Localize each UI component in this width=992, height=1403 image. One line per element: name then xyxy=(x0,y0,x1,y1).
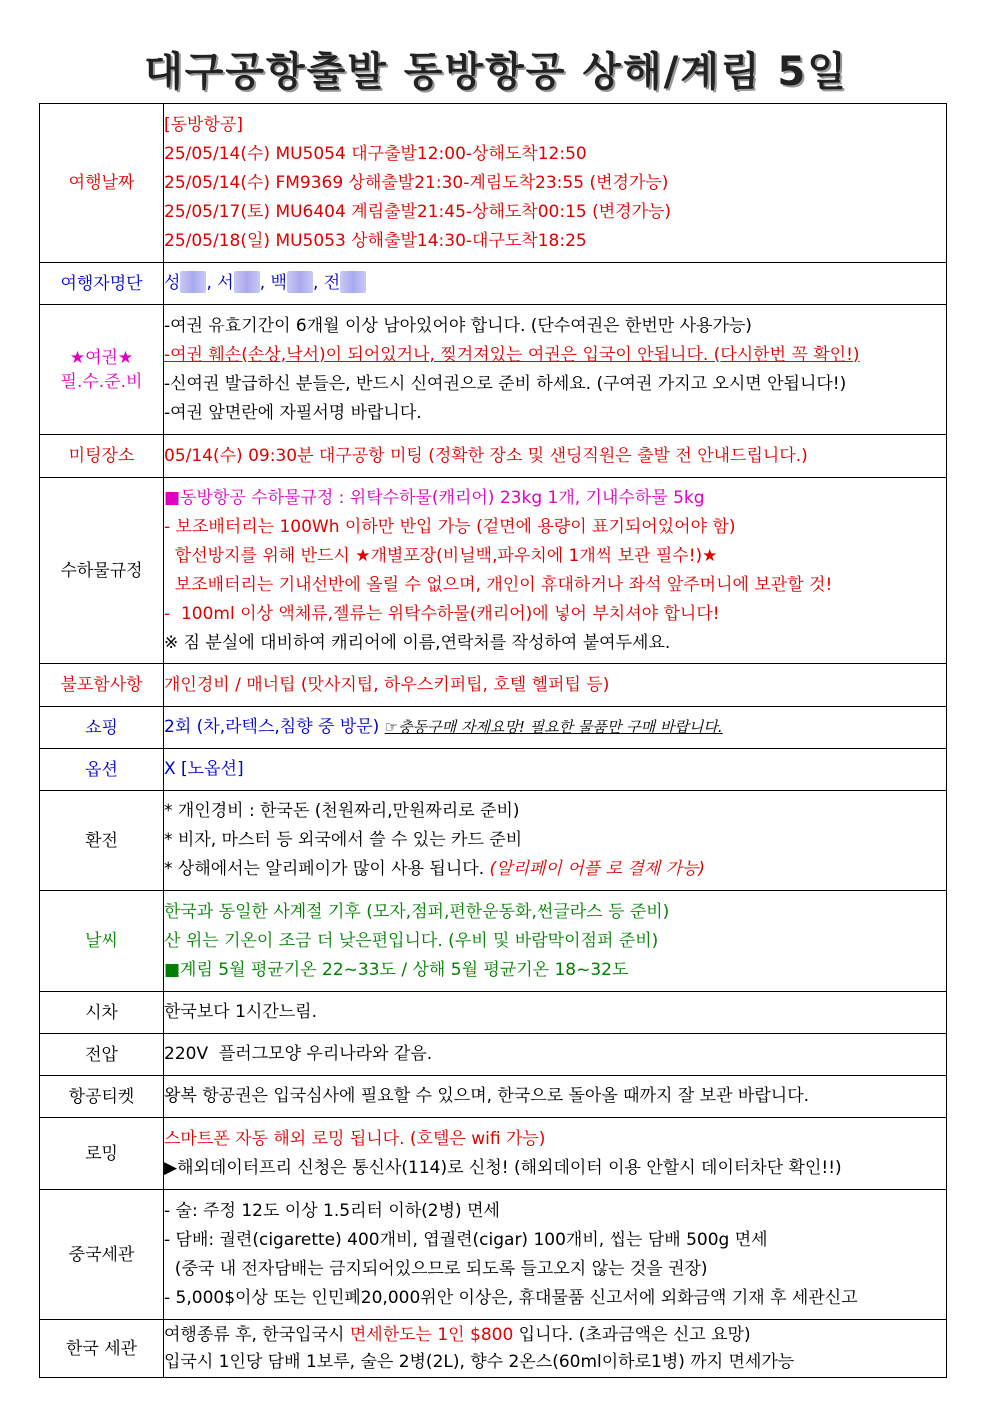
value-voltage: 220V 플러그모양 우리나라와 같음. xyxy=(164,1034,947,1076)
value-option: X [노옵션] xyxy=(164,749,947,791)
traveler-4: 전 xyxy=(323,273,341,293)
row-option xyxy=(40,749,947,791)
airline-name: [동방항공] xyxy=(164,114,243,135)
label-meeting: 미팅장소 xyxy=(40,435,164,478)
value-korea-customs xyxy=(164,1320,947,1378)
china-customs-4: - 5,000$이상 또는 인민폐20,000위안 이상은, 휴대물품 신고서에 외화금액 기재 후 세관신고 xyxy=(164,1287,858,1308)
row-time-difference xyxy=(40,992,947,1034)
exchange-note-1: * 개인경비 : 한국돈 (천원짜리,만원짜리로 준비) xyxy=(164,801,520,821)
row-roaming xyxy=(40,1118,947,1190)
shopping-count: 2회 (차,라텍스,침향 중 방문) xyxy=(164,717,380,737)
value-shopping xyxy=(164,707,947,749)
roaming-note-1: 스마트폰 자동 해외 로밍 됩니다. (호텔은 wifi 가능) xyxy=(164,1128,546,1149)
label-shopping: 쇼핑 xyxy=(40,707,164,749)
flight-2: 25/05/14(수) FM9369 상해출발21:30-계림도착23:55 (변경가능) xyxy=(164,172,669,193)
label-roaming: 로밍 xyxy=(40,1118,164,1190)
label-passport xyxy=(40,305,164,435)
exchange-note-2: * 비자, 마스터 등 외국에서 쓸 수 있는 카드 준비 xyxy=(164,830,523,850)
row-weather xyxy=(40,891,947,992)
value-china-customs xyxy=(164,1190,947,1320)
china-customs-3: (중국 내 전자담배는 금지되어있으므로 되도록 들고오지 않는 것을 권장) xyxy=(164,1258,708,1279)
traveler-2: 서 xyxy=(217,273,234,293)
passport-note-4: -여권 앞면란에 자필서명 바랍니다. xyxy=(164,402,422,423)
value-travelers: 성 , 서 , 백 , 전 xyxy=(164,263,947,305)
label-ticket: 항공티켓 xyxy=(40,1076,164,1118)
value-baggage xyxy=(164,478,947,664)
passport-note-2: -여권 훼손(손상,낙서)이 되어있거나, 찢겨져있는 여권은 입국이 안됩니다. (다시한번 꼭 확인!) xyxy=(164,344,860,365)
baggage-rule-4: 보조배터리는 기내선반에 올릴 수 없으며, 개인이 휴대하거나 좌석 앞주머니에 보관할 것! xyxy=(164,574,833,595)
flight-4: 25/05/18(일) MU5053 상해출발14:30-대구도착18:25 xyxy=(164,230,587,251)
value-weather xyxy=(164,891,947,992)
label-passport-line2: 필.수.준.비 xyxy=(60,371,143,392)
passport-note-1: -여권 유효기간이 6개월 이상 남아있어야 합니다. (단수여권은 한번만 사용가능) xyxy=(164,315,752,336)
label-time-difference: 시차 xyxy=(40,992,164,1034)
baggage-rule-3: 합선방지를 위해 반드시 ★개별포장(비닐백,파우치에 1개씩 보관 필수!)★ xyxy=(164,545,718,566)
row-excluded xyxy=(40,664,947,707)
duty-free-limit: 면세한도는 1인 $800 xyxy=(349,1324,514,1345)
label-voltage: 전압 xyxy=(40,1034,164,1076)
label-option: 옵션 xyxy=(40,749,164,791)
redaction-blur xyxy=(180,271,206,293)
alipay-note: (알리페이 어플 로 결제 가능) xyxy=(489,859,706,879)
shopping-note: ☞충동구매 자제요망! 필요한 물품만 구매 바랍니다. xyxy=(384,718,723,736)
traveler-1: 성 xyxy=(164,273,181,293)
row-travelers xyxy=(40,263,947,305)
china-customs-1: - 술: 주정 12도 이상 1.5리터 이하(2병) 면세 xyxy=(164,1200,500,1221)
row-exchange xyxy=(40,791,947,891)
value-meeting: 05/14(수) 09:30분 대구공항 미팅 (정확한 장소 및 샌딩직원은 출발 전 안내드립니다.) xyxy=(164,435,947,478)
redaction-blur xyxy=(234,271,260,293)
row-meeting xyxy=(40,435,947,478)
redaction-blur xyxy=(287,271,313,293)
baggage-rule-2: - 보조배터리는 100Wh 이하만 반입 가능 (겉면에 용량이 표기되어있어야 함) xyxy=(164,516,736,537)
flight-3: 25/05/17(토) MU6404 계림출발21:45-상해도착00:15 (변경가능) xyxy=(164,201,672,222)
label-baggage: 수하물규정 xyxy=(40,478,164,664)
value-passport xyxy=(164,305,947,435)
korea-customs-1b: 입니다. (초과금액은 신고 요망) xyxy=(513,1324,751,1345)
itinerary-table xyxy=(39,103,947,1378)
value-roaming xyxy=(164,1118,947,1190)
row-travel-date xyxy=(40,104,947,263)
row-baggage xyxy=(40,478,947,664)
label-china-customs: 중국세관 xyxy=(40,1190,164,1320)
baggage-rule-6: ※ 짐 분실에 대비하여 캐리어에 이름,연락처를 작성하여 붙여두세요. xyxy=(164,632,671,653)
weather-note-1: 한국과 동일한 사계절 기후 (모자,점퍼,편한운동화,썬글라스 등 준비) xyxy=(164,901,670,922)
value-ticket: 왕복 항공권은 입국심사에 필요할 수 있으며, 한국으로 돌아올 때까지 잘 보관 바랍니다. xyxy=(164,1076,947,1118)
row-shopping xyxy=(40,707,947,749)
label-travel-date: 여행날짜 xyxy=(40,104,164,263)
traveler-3: 백 xyxy=(270,273,287,293)
value-exchange xyxy=(164,791,947,891)
page-title: 대구공항출발 동방항공 상해/계림 5일 xyxy=(144,49,848,95)
row-ticket xyxy=(40,1076,947,1118)
label-passport-line1: ★여권★ xyxy=(69,347,134,368)
label-exchange: 환전 xyxy=(40,791,164,891)
passport-note-3: -신여권 발급하신 분들은, 반드시 신여권으로 준비 하세요. (구여권 가지고 오시면 안됩니다!) xyxy=(164,373,847,394)
exchange-note-3: * 상해에서는 알리페이가 많이 사용 됩니다. xyxy=(164,859,490,879)
label-weather: 날씨 xyxy=(40,891,164,992)
korea-customs-1a: 여행종류 후, 한국입국시 xyxy=(164,1324,350,1345)
label-travelers: 여행자명단 xyxy=(40,263,164,305)
flight-1: 25/05/14(수) MU5054 대구출발12:00-상해도착12:50 xyxy=(164,143,587,164)
baggage-rule-1: ■동방항공 수하물규정 : 위탁수하물(캐리어) 23kg 1개, 기내수하물 5kg xyxy=(164,487,705,508)
weather-note-3: ■계림 5월 평균기온 22~33도 / 상해 5월 평균기온 18~32도 xyxy=(164,959,629,980)
row-passport xyxy=(40,305,947,435)
korea-customs-2: 입국시 1인당 담배 1보루, 술은 2병(2L), 향수 2온스(60ml이하로1병) 까지 면세가능 xyxy=(164,1351,795,1372)
label-excluded: 불포함사항 xyxy=(40,664,164,707)
value-time-difference: 한국보다 1시간느림. xyxy=(164,992,947,1034)
redaction-blur xyxy=(340,271,366,293)
weather-note-2: 산 위는 기온이 조금 더 낮은편입니다. (우비 및 바람막이점퍼 준비) xyxy=(164,930,659,951)
value-excluded: 개인경비 / 매너팁 (맛사지팁, 하우스키퍼팁, 호텔 헬퍼팁 등) xyxy=(164,664,947,707)
baggage-rule-5: - 100ml 이상 액체류,젤류는 위탁수하물(캐리어)에 넣어 부치셔야 합니다! xyxy=(164,603,720,624)
value-travel-date xyxy=(164,104,947,263)
label-korea-customs: 한국 세관 xyxy=(40,1320,164,1378)
china-customs-2: - 담배: 궐련(cigarette) 400개비, 엽궐련(cigar) 100개비, 씹는 담배 500g 면세 xyxy=(164,1229,768,1250)
row-voltage xyxy=(40,1034,947,1076)
row-china-customs xyxy=(40,1190,947,1320)
roaming-note-2: ▶해외데이터프리 신청은 통신사(114)로 신청! (해외데이터 이용 안할시 데이터차단 확인!!) xyxy=(164,1157,842,1178)
row-korea-customs xyxy=(40,1320,947,1378)
